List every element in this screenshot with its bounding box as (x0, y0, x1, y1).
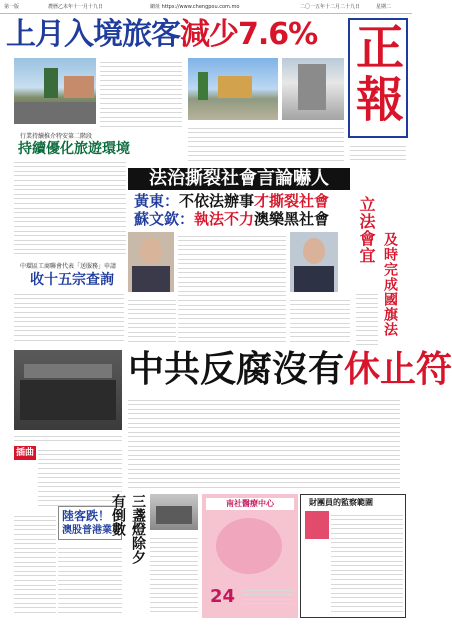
anticorruption-headline: 中共反腐沒有休止符 (128, 349, 452, 390)
masthead-char1: 正 (355, 20, 404, 76)
ad-number: 24 (210, 586, 236, 607)
lowerleft-body3 (58, 544, 122, 616)
portrait-left (128, 232, 174, 292)
building-shape (218, 76, 252, 98)
lowermid-body (150, 534, 198, 616)
suit-shape (294, 266, 334, 292)
website-link[interactable]: 網址 https://www.chengpou.com.mo (150, 4, 240, 10)
masthead-char2: 報 (355, 72, 404, 128)
crowd-shape (156, 506, 192, 524)
ad-graphic (216, 518, 282, 574)
face-shape (140, 238, 162, 264)
street-photo (14, 58, 96, 124)
legal-line2: 蘇文欽：執法不力澳樂黑社會 (134, 210, 330, 228)
people-shape (24, 364, 112, 378)
column-title: 財團員的監察範圍 (309, 498, 373, 507)
legal-story-body3 (290, 296, 350, 344)
ad-body (242, 586, 294, 608)
section-label: 插曲 (15, 448, 34, 458)
vertical-headline-right: 及時完成國旗法 (382, 232, 398, 337)
anticorruption-body (128, 396, 400, 488)
column-body (331, 511, 403, 615)
legal-story-body (178, 232, 286, 344)
weekday: 星期二 (376, 4, 392, 10)
suit-shape (132, 266, 170, 292)
column-logo (305, 511, 329, 539)
clinic-ad[interactable] (202, 494, 298, 618)
meeting-caption (14, 432, 122, 442)
building-shape (64, 76, 94, 98)
masthead (348, 18, 408, 138)
callout-line2: 澳股普港業 (62, 525, 112, 536)
midleft-caption: 收十五宗查詢 (30, 272, 114, 288)
lowerleft-body2 (14, 512, 56, 616)
headline-part1: 上月入境旅客 (6, 17, 180, 52)
ad-title: 南社醫療中心 (206, 498, 294, 510)
midleft-story-body (14, 290, 124, 344)
portrait-right (290, 232, 338, 292)
plaza-photo (188, 58, 278, 120)
building-photo (282, 58, 344, 120)
lowermid-photo (150, 494, 198, 530)
column-box (300, 494, 406, 618)
table-shape (20, 380, 116, 420)
lunar-date: 農曆乙未年十一月十九日 (48, 4, 104, 10)
left-subhead: 行業持續推介特安第二階段 (20, 133, 93, 140)
masthead-info (350, 142, 406, 164)
headline-part2: 減少7.6% (180, 17, 318, 52)
main-headline (6, 15, 326, 55)
left-story-body (14, 158, 126, 256)
legal-story-body2 (128, 296, 176, 344)
tower-shape (298, 64, 326, 110)
left-caption: 持續優化旅遊環境 (18, 141, 130, 157)
vertical-headline-left: 立法會宜 (357, 196, 376, 264)
face-shape (303, 238, 325, 264)
road-shape (14, 102, 96, 124)
legal-line1: 黃東：不依法辦事才撕裂社會 (134, 192, 330, 210)
top-bar (0, 0, 412, 14)
center-story-body (100, 58, 182, 128)
tree-shape (44, 68, 58, 98)
midleft-subhead: 中環區工商聯會代表「送服務」申請 (20, 263, 117, 270)
side-column-body (356, 290, 378, 350)
right-story-body (188, 124, 344, 164)
tree-shape (198, 72, 208, 100)
lowermid-title: 三盞燈除夕有倒數 (110, 494, 146, 564)
callout-line1: 陸客跌！ (62, 509, 111, 523)
legal-banner: 法治撕裂社會言論嚇人 (128, 168, 350, 190)
page-number: 第一版 (4, 4, 20, 10)
meeting-photo (14, 350, 122, 430)
issue-date: 二〇一五年十二月二十九日 (300, 4, 361, 10)
